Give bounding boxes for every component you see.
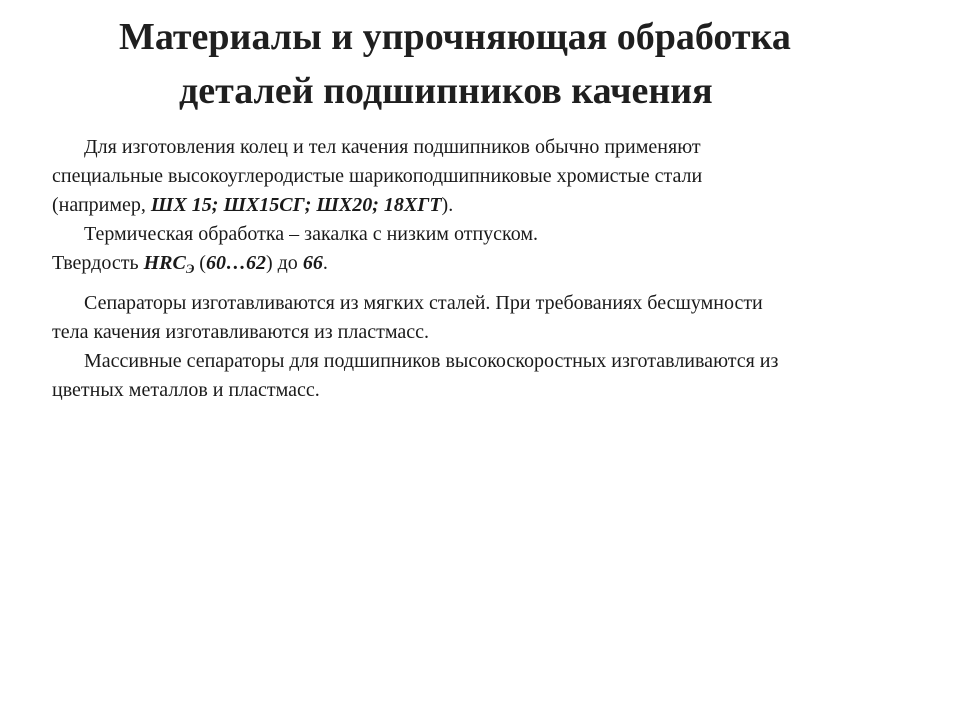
example-prefix: (например, (52, 194, 151, 216)
hardness-to: ) до (265, 252, 303, 274)
steel-grades: ШХ 15; ШХ15СГ; ШХ20; 18ХГТ (150, 194, 442, 216)
hardness-open-paren: ( (194, 252, 206, 274)
massive-separators-line-1: Массивные сепараторы для подшипников высокоскоростных изготавливаются из (84, 350, 779, 372)
hardness-max: 66 (302, 252, 323, 274)
hrc-subscript: Э (185, 261, 195, 276)
hardness-end: . (322, 252, 328, 274)
separators-paragraph-line-2: тела качения изготавливаются из пластмасс. (52, 321, 430, 343)
hardness-range: 60…62 (205, 252, 266, 274)
title-line-1: Материалы и упрочняющая обработка (119, 16, 791, 58)
hardness-line (52, 249, 932, 283)
heat-treatment-text: Термическая обработка – закалка с низким отпуском. (84, 223, 538, 245)
massive-separators-line-2: цветных металлов и пластмасс. (52, 379, 320, 401)
separators-paragraph-line-1: Сепараторы изготавливаются из мягких сталей. При требованиях бесшумности (84, 292, 763, 314)
example-suffix: ). (441, 194, 454, 216)
hardness-label: Твердость (52, 252, 144, 274)
materials-paragraph-line-2: специальные высокоуглеродистые шарикоподшипниковые хромистые стали (52, 165, 703, 187)
materials-paragraph-line-3 (52, 191, 932, 220)
title-line-2: деталей подшипников качения (179, 70, 713, 112)
materials-paragraph-line-1: Для изготовления колец и тел качения подшипников обычно применяют (84, 136, 701, 158)
slide-body (52, 133, 932, 405)
hrc-symbol: HRC (143, 252, 186, 274)
